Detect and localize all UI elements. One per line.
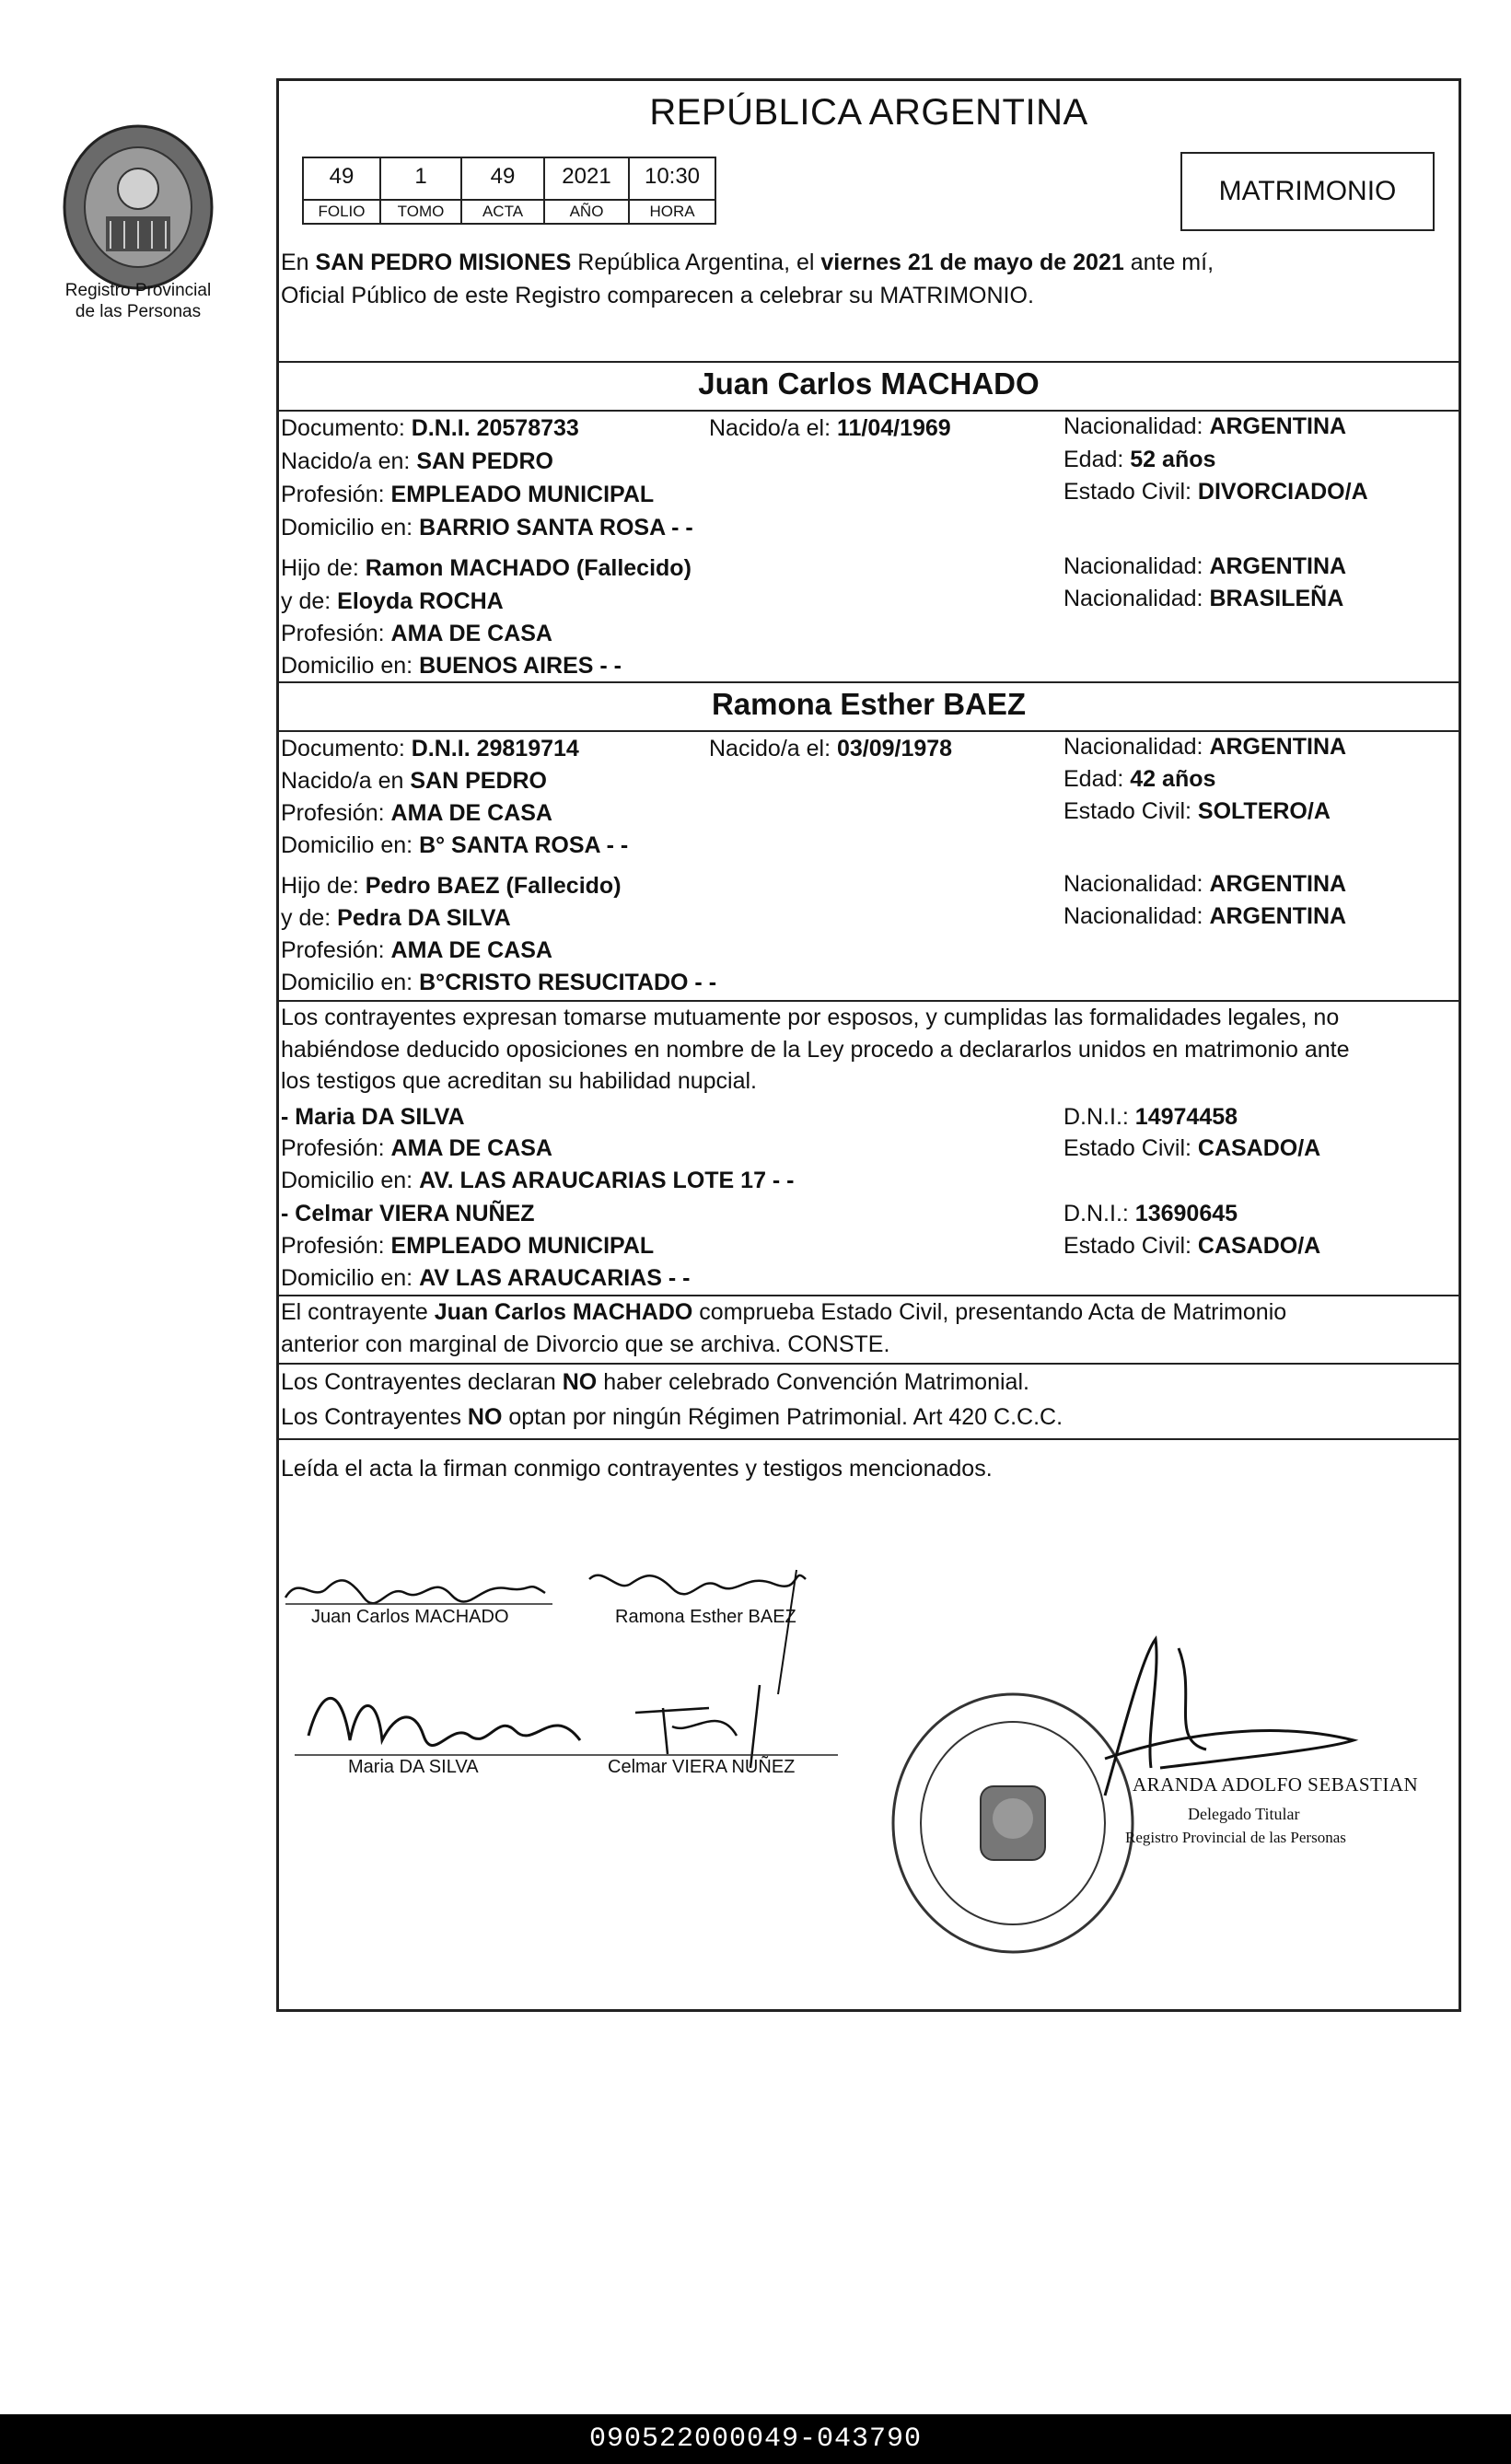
province-logo (55, 120, 221, 295)
intro-place: SAN PEDRO MISIONES (315, 250, 572, 275)
witness2-dni: D.N.I.: 13690645 (1064, 1201, 1238, 1226)
bride-mother-nationality: Nacionalidad: ARGENTINA (1064, 903, 1347, 929)
signature-label-witness2: Celmar VIERA NUÑEZ (608, 1757, 796, 1777)
divider (276, 1363, 1461, 1365)
declaration-line2: habiéndose deducido oposiciones en nombre de la Ley procedo a declararlos unidos en matrimonio ante (281, 1037, 1350, 1063)
declaration-line1: Los contrayentes expresan tomarse mutuamente por esposos, y cumplidas las formalidades legales, no (281, 1005, 1340, 1030)
official-org: Registro Provincial de las Personas (1125, 1829, 1346, 1846)
groom-civil-status: Estado Civil: DIVORCIADO/A (1064, 479, 1368, 505)
bride-civil-status: Estado Civil: SOLTERO/A (1064, 798, 1331, 824)
intro-line2: Oficial Público de este Registro comparecen a celebrar su MATRIMONIO. (281, 283, 1034, 308)
divider (276, 1438, 1461, 1440)
groom-document: Documento: D.N.I. 20578733 (281, 415, 579, 441)
official-title: Delegado Titular (1188, 1805, 1300, 1823)
groom-profession: Profesión: EMPLEADO MUNICIPAL (281, 482, 655, 507)
bride-address: Domicilio en: B° SANTA ROSA - - (281, 832, 629, 858)
witness2-name: - Celmar VIERA NUÑEZ (281, 1201, 535, 1226)
groom-age: Edad: 52 años (1064, 447, 1216, 472)
logo-caption-line1: Registro Provincial (64, 281, 212, 300)
groom-birthplace: Nacido/a en: SAN PEDRO (281, 448, 553, 474)
bride-parents-address: Domicilio en: B°CRISTO RESUCITADO - - (281, 970, 717, 995)
groom-address: Domicilio en: BARRIO SANTA ROSA - - (281, 515, 693, 540)
declaration-line3: los testigos que acreditan su habilidad nupcial. (281, 1068, 758, 1094)
field-folio: 49 FOLIO (302, 157, 381, 225)
bride-nationality: Nacionalidad: ARGENTINA (1064, 734, 1347, 760)
bride-birthdate: Nacido/a el: 03/09/1978 (709, 736, 953, 761)
bride-document: Documento: D.N.I. 29819714 (281, 736, 579, 761)
bride-father: Hijo de: Pedro BAEZ (Fallecido) (281, 873, 622, 899)
intro-line1: En SAN PEDRO MISIONES República Argentina, el viernes 21 de mayo de 2021 ante mí, (281, 250, 1215, 275)
intro-date: viernes 21 de mayo de 2021 (820, 250, 1124, 275)
convention-statement: Los Contrayentes declaran NO haber celebrado Convención Matrimonial. (281, 1369, 1029, 1395)
closing-statement: Leída el acta la firman conmigo contrayentes y testigos mencionados. (281, 1456, 993, 1482)
groom-parents-profession: Profesión: AMA DE CASA (281, 621, 552, 646)
witness1-name: - Maria DA SILVA (281, 1104, 465, 1130)
act-type-box: MATRIMONIO (1180, 152, 1435, 231)
groom-father: Hijo de: Ramon MACHADO (Fallecido) (281, 555, 692, 581)
bride-birthplace: Nacido/a en SAN PEDRO (281, 768, 548, 794)
witness1-dni: D.N.I.: 14974458 (1064, 1104, 1238, 1130)
witness1-civil-status: Estado Civil: CASADO/A (1064, 1135, 1321, 1161)
regime-statement: Los Contrayentes NO optan por ningún Régimen Patrimonial. Art 420 C.C.C. (281, 1404, 1064, 1430)
groom-mother-nationality: Nacionalidad: BRASILEÑA (1064, 586, 1344, 611)
official-name: ARANDA ADOLFO SEBASTIAN (1133, 1773, 1419, 1796)
witness1-address: Domicilio en: AV. LAS ARAUCARIAS LOTE 17 - - (281, 1168, 795, 1193)
bride-profession: Profesión: AMA DE CASA (281, 800, 552, 826)
record-fields (304, 157, 716, 225)
groom-mother: y de: Eloyda ROCHA (281, 588, 504, 614)
groom-birthdate: Nacido/a el: 11/04/1969 (709, 415, 951, 441)
document-id-footer: 090522000049-043790 (0, 2414, 1511, 2464)
civil-status-note-line1: El contrayente Juan Carlos MACHADO comprueba Estado Civil, presentando Acta de Matrimonio (281, 1299, 1287, 1325)
document-title: REPÚBLICA ARGENTINA (649, 92, 1088, 133)
field-acta: 49 ACTA (460, 157, 545, 225)
bride-name: Ramona Esther BAEZ (711, 687, 1027, 721)
groom-nationality: Nacionalidad: ARGENTINA (1064, 413, 1347, 439)
bride-age: Edad: 42 años (1064, 766, 1216, 792)
groom-parents-address: Domicilio en: BUENOS AIRES - - (281, 653, 622, 679)
signature-label-groom: Juan Carlos MACHADO (311, 1607, 509, 1627)
witness2-profession: Profesión: EMPLEADO MUNICIPAL (281, 1233, 655, 1259)
divider (276, 681, 1461, 683)
logo-caption-line2: de las Personas (75, 302, 202, 321)
signature-label-bride: Ramona Esther BAEZ (615, 1607, 796, 1627)
logo-caption (28, 280, 249, 322)
witness1-profession: Profesión: AMA DE CASA (281, 1135, 552, 1161)
witness2-civil-status: Estado Civil: CASADO/A (1064, 1233, 1321, 1259)
party-signatures (276, 1547, 875, 1786)
field-hora: 10:30 HORA (628, 157, 716, 225)
field-anio: 2021 AÑO (543, 157, 630, 225)
bride-mother: y de: Pedra DA SILVA (281, 905, 511, 931)
divider (276, 361, 1461, 363)
bride-father-nationality: Nacionalidad: ARGENTINA (1064, 871, 1347, 897)
groom-father-nationality: Nacionalidad: ARGENTINA (1064, 553, 1347, 579)
witness2-address: Domicilio en: AV LAS ARAUCARIAS - - (281, 1265, 691, 1291)
bride-parents-profession: Profesión: AMA DE CASA (281, 937, 552, 963)
groom-name: Juan Carlos MACHADO (698, 366, 1040, 401)
field-tomo: 1 TOMO (379, 157, 462, 225)
signature-label-witness1: Maria DA SILVA (348, 1757, 479, 1777)
civil-status-note-line2: anterior con marginal de Divorcio que se archiva. CONSTE. (281, 1331, 890, 1357)
